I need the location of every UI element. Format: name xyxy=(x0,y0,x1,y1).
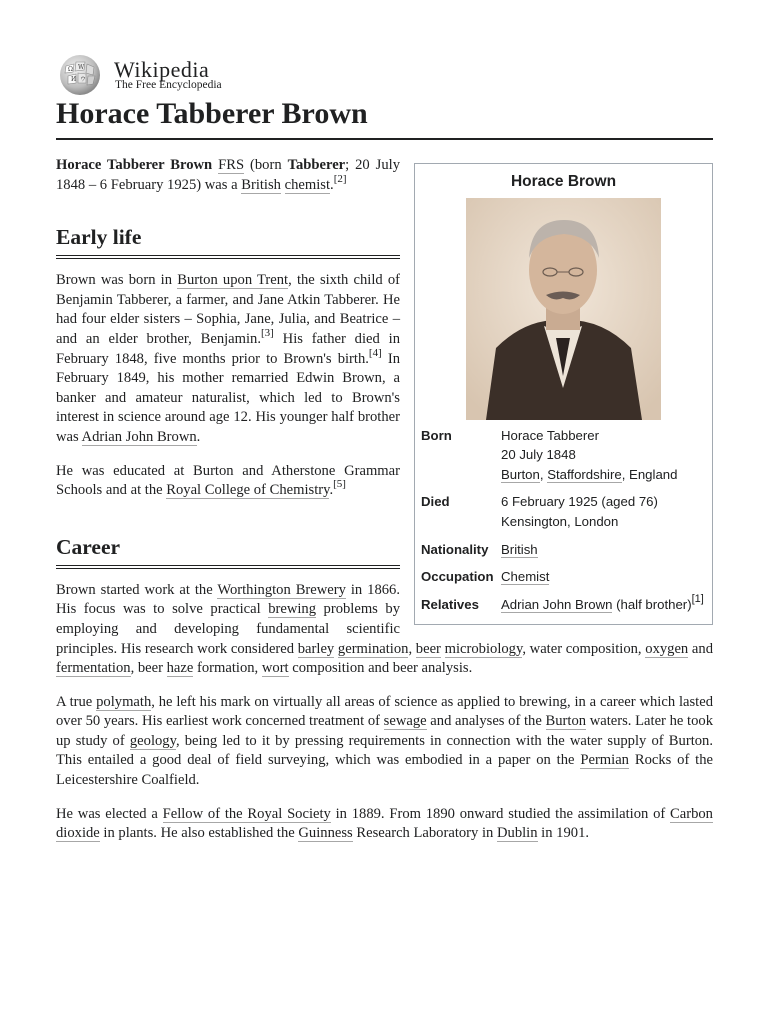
infobox-row-nationality xyxy=(415,538,712,562)
text: formation, xyxy=(193,660,262,677)
ref-5[interactable]: [5] xyxy=(333,478,346,491)
died-value xyxy=(501,492,706,531)
worthington-brewery-link[interactable]: Worthington Brewery xyxy=(217,581,346,598)
ref-4[interactable]: [4] xyxy=(368,346,382,359)
carbon-dioxide-link[interactable]: Carbon dioxide xyxy=(56,805,713,842)
text: in 1889. From 1890 onward studied the assimilation of xyxy=(330,805,671,822)
infobox-row-occupation xyxy=(415,565,712,589)
site-tagline: The Free Encyclopedia xyxy=(115,79,222,91)
burton-upon-trent-link[interactable]: Burton upon Trent xyxy=(177,272,289,289)
article-body xyxy=(56,156,713,858)
svg-text:W: W xyxy=(78,64,85,71)
text: and xyxy=(688,640,713,657)
died-label: Died xyxy=(421,494,450,510)
burton-link-2[interactable]: Burton xyxy=(545,713,587,730)
infobox-row-born xyxy=(415,424,712,487)
frs-link[interactable]: FRS xyxy=(218,157,245,173)
text: problems by employing and developing fundamental scientific principles. His research work considered xyxy=(56,601,400,657)
text: . xyxy=(196,428,201,445)
oxygen-link[interactable]: oxygen xyxy=(645,640,689,657)
relatives-label: Relatives xyxy=(421,596,479,612)
intro-paragraph: Horace Tabberer Brown FRS (born Tabberer; 20 July 1848 – 6 February 1925) was a British chemist.[2] xyxy=(56,157,400,193)
polymath-link[interactable]: polymath xyxy=(96,693,152,710)
intro-text: ; 20 July 1848 – 6 February 1925) was a xyxy=(56,157,400,193)
text: in 1901. xyxy=(537,825,590,842)
career-paragraph-2 xyxy=(56,693,713,791)
permian-link[interactable]: Permian xyxy=(580,752,629,769)
text: , water composition, xyxy=(522,640,646,657)
nationality-label: Nationality xyxy=(421,541,489,557)
born-value xyxy=(501,426,706,485)
text: in plants. He also established the xyxy=(99,825,299,842)
text: , the sixth child of Benjamin Tabberer, a farmer, and Jane Atkin Tabberer. He had four elder sisters – Sophia, Jane, Julia, and Beatrice – and an elder brother, Benjamin. xyxy=(56,272,401,347)
svg-text:Ω: Ω xyxy=(68,66,73,73)
text: , he left his mark on virtually all areas of science as applied to brewing, in a career which lasted over 50 years. His earliest work concerned treatment of xyxy=(56,693,713,730)
adrian-john-brown-link[interactable]: Adrian John Brown xyxy=(81,428,197,445)
section-heading-career: Career xyxy=(56,531,400,569)
beer-link[interactable]: beer xyxy=(415,640,441,657)
text: A true xyxy=(56,693,97,710)
death-place: Kensington, London xyxy=(501,513,619,529)
svg-text:И: И xyxy=(71,76,77,83)
birth-surname: Tabberer xyxy=(287,157,346,173)
text: composition and beer analysis. xyxy=(288,660,473,677)
birth-date: 20 July 1848 xyxy=(501,447,576,463)
infobox-row-died xyxy=(415,490,712,533)
fellow-royal-society-link[interactable]: Fellow of the Royal Society xyxy=(162,805,331,822)
text: in 1866. His focus was to solve practical xyxy=(56,581,400,618)
ref-3[interactable]: [3] xyxy=(261,326,274,339)
section-heading-early-life: Early life xyxy=(56,221,400,259)
text: . xyxy=(329,482,334,499)
intro-text: (born xyxy=(244,157,288,173)
text: Research Laboratory in xyxy=(352,825,497,842)
infobox-row-relatives xyxy=(415,593,712,617)
royal-college-of-chemistry-link[interactable]: Royal College of Chemistry xyxy=(166,482,330,499)
nationality-link[interactable]: British xyxy=(501,541,538,557)
occupation-link[interactable]: Chemist xyxy=(501,569,550,585)
text: , beer xyxy=(130,660,167,677)
guinness-link[interactable]: Guinness xyxy=(298,825,353,842)
infobox-title: Horace Brown xyxy=(510,173,617,190)
site-wordmark[interactable]: Wikipedia xyxy=(114,57,210,82)
career-paragraph-1: Brown started work at the Worthington Brewery in 1866. His focus was to solve practical brewing problems by employing and developing fundamental scientific principles. His research work considered barley germination, beer microbiology, water composition, oxygen and fermentation, beer haze formation, wort composition and beer analysis. xyxy=(56,581,713,677)
microbiology-link[interactable]: microbiology xyxy=(444,640,523,657)
site-header xyxy=(56,54,456,98)
text: His father died in February 1848, five months prior to Brown's birth. xyxy=(56,330,400,367)
wikipedia-globe-logo[interactable] xyxy=(56,54,104,96)
career-paragraph-3 xyxy=(56,805,713,844)
relative-link[interactable]: Adrian John Brown xyxy=(501,596,613,612)
text: He was educated at Burton and Atherstone Grammar Schools and at the xyxy=(56,462,400,499)
page-title: Horace Tabberer Brown xyxy=(56,96,713,140)
relatives-ref[interactable]: [1] xyxy=(691,592,704,605)
text: Brown started work at the xyxy=(56,581,218,598)
chemist-link[interactable]: chemist xyxy=(284,176,331,193)
born-label: Born xyxy=(421,427,452,443)
death-date: 6 February 1925 (aged 76) xyxy=(501,494,658,510)
british-link[interactable]: British xyxy=(241,176,281,193)
text: In February 1849, his mother remarried Edwin Brown, a banker and amateur naturalist, which led to Brown's interest in science around age 12. His younger half brother was xyxy=(56,350,400,445)
text: He was elected a xyxy=(56,805,163,822)
brewing-link[interactable]: brewing xyxy=(268,601,317,618)
burton-link[interactable]: Burton xyxy=(501,466,540,482)
relative-note: (half brother) xyxy=(612,596,692,612)
fermentation-link[interactable]: fermentation xyxy=(56,660,131,677)
born-sep: , xyxy=(539,466,548,482)
geology-link[interactable]: geology xyxy=(129,732,176,749)
text: Rocks of the Leicestershire Coalfield. xyxy=(56,752,713,789)
text: and analyses of the xyxy=(426,713,546,730)
text: Brown was born in xyxy=(56,272,178,289)
ref-2[interactable]: [2] xyxy=(333,172,347,185)
haze-link[interactable]: haze xyxy=(166,660,194,677)
occupation-label: Occupation xyxy=(421,569,494,585)
infobox xyxy=(414,163,713,625)
staffordshire-link[interactable]: Staffordshire xyxy=(547,466,622,482)
subject-name: Horace Tabberer Brown xyxy=(56,157,213,173)
portrait-photo[interactable] xyxy=(466,198,661,420)
svg-text:ウ: ウ xyxy=(80,76,87,83)
text: waters. Later he took up study of xyxy=(56,713,713,749)
sewage-link[interactable]: sewage xyxy=(383,713,427,730)
born-place-rest: , England xyxy=(621,466,678,482)
birth-name: Horace Tabberer xyxy=(501,427,599,443)
dublin-link[interactable]: Dublin xyxy=(496,825,538,842)
barley-link[interactable]: barley xyxy=(297,640,335,657)
wort-link[interactable]: wort xyxy=(261,660,289,677)
germination-link[interactable]: germination xyxy=(337,640,409,657)
text: , being led to it by pressing requirements in connection with the water supply of Burton. This entailed a good deal of field surveying, which was embodied in a paper on the xyxy=(56,732,713,769)
